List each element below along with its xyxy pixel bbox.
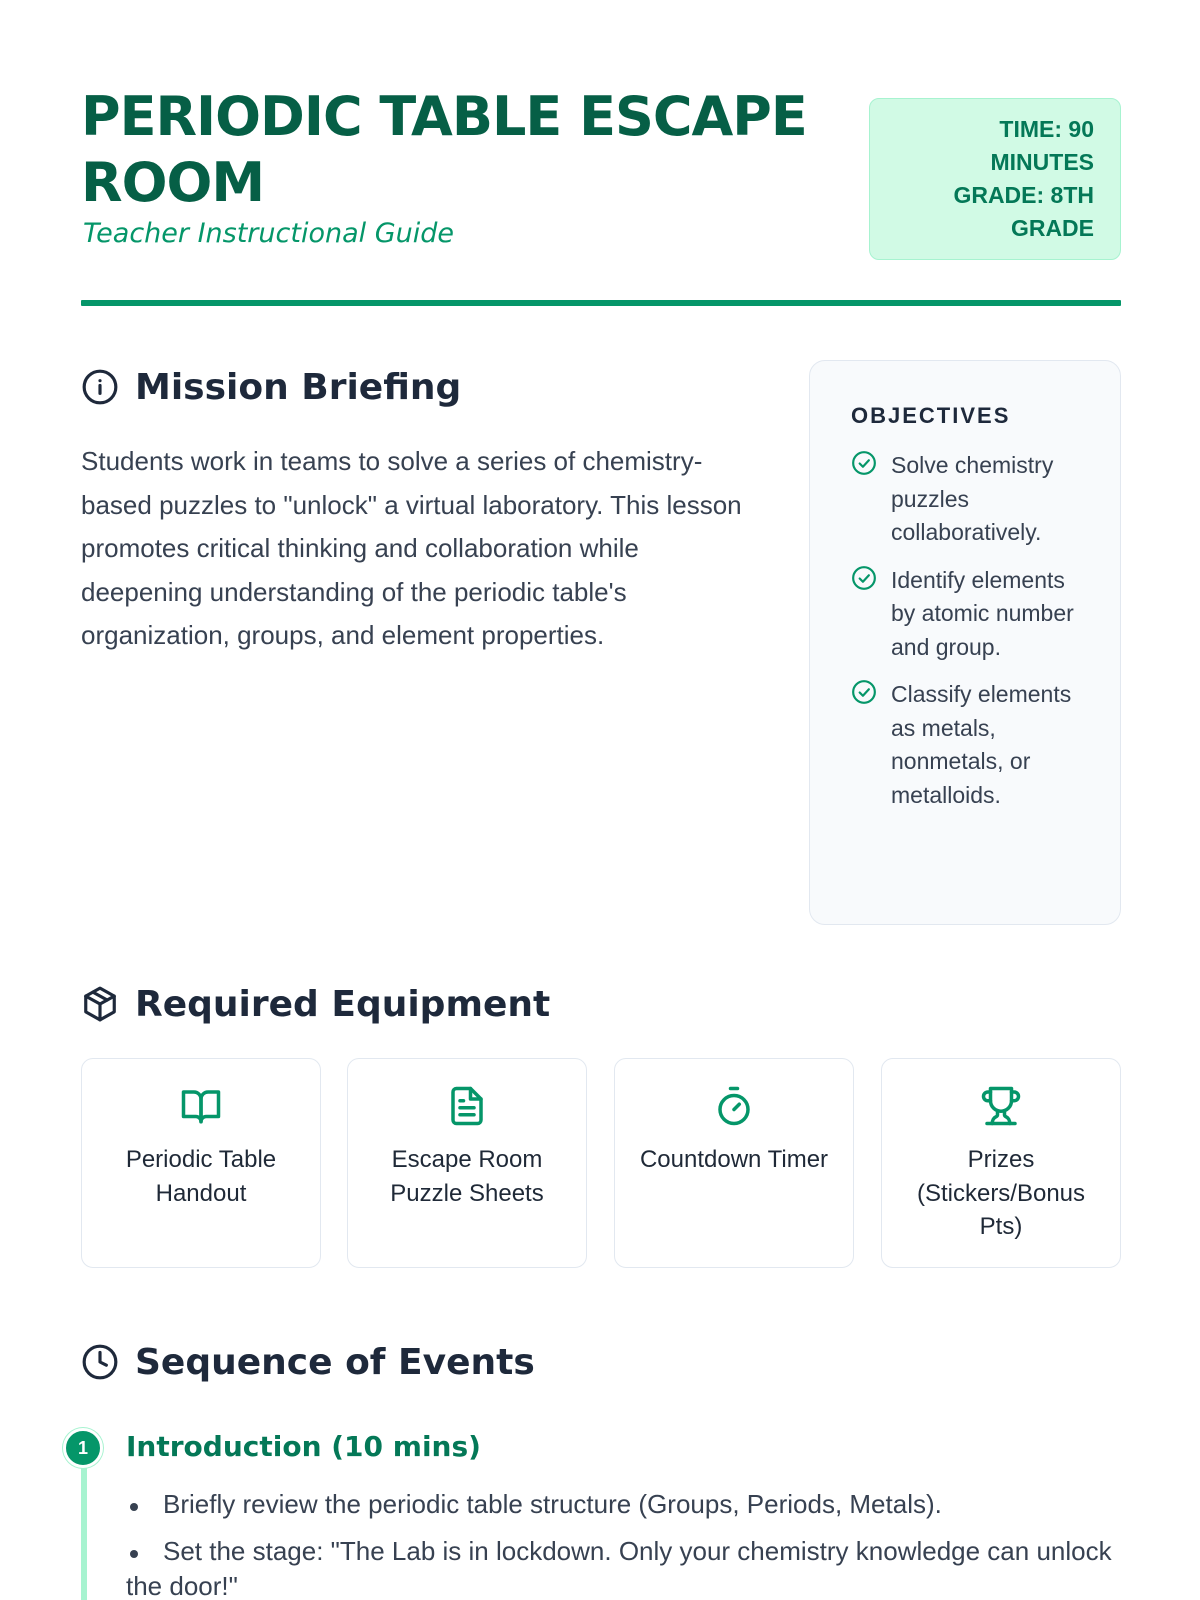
equipment-card: [881, 1058, 1121, 1268]
stopwatch-icon: [713, 1085, 755, 1127]
equipment-label: Countdown Timer: [639, 1146, 829, 1173]
sequence-heading: [81, 1340, 535, 1384]
timeline-line: [81, 1448, 87, 1600]
objective-item: [851, 678, 1100, 812]
book-icon: [180, 1085, 222, 1127]
objective-item: [851, 449, 1100, 550]
box-icon: [81, 985, 119, 1023]
check-circle-icon: [851, 565, 877, 591]
section-title: Required Equipment: [135, 983, 551, 1025]
step-number-badge: 1: [63, 1428, 103, 1468]
document-icon: [446, 1085, 488, 1127]
meta-line: GRADE: 8TH: [953, 182, 1094, 208]
equipment-label: Escape Room Puzzle Sheets: [390, 1146, 544, 1207]
meta-line: TIME: 90: [999, 116, 1094, 142]
clock-icon: [81, 1343, 119, 1381]
page-subtitle: Teacher Instructional Guide: [83, 218, 454, 249]
section-title: Sequence of Events: [135, 1341, 535, 1383]
info-icon: [81, 368, 119, 406]
check-circle-icon: [851, 450, 877, 476]
trophy-icon: [980, 1085, 1022, 1127]
list-item: Briefly review the periodic table structure (Groups, Periods, Metals).: [126, 1487, 1126, 1522]
equipment-card: [81, 1058, 321, 1268]
equipment-heading: [81, 982, 550, 1026]
meta-badge: [869, 98, 1121, 260]
objective-text: Classify elements as metals, nonmetals, or metalloids.: [891, 681, 1072, 808]
equipment-card: [614, 1058, 854, 1268]
header-divider: [81, 300, 1121, 306]
equipment-label: Periodic Table Handout: [125, 1146, 277, 1207]
check-circle-icon: [851, 679, 877, 705]
objective-item: [851, 564, 1100, 665]
mission-heading: [81, 365, 461, 409]
objectives-title: OBJECTIVES: [851, 403, 1011, 428]
list-item: Set the stage: "The Lab is in lockdown. Only your chemistry knowledge can unlock the door!": [126, 1534, 1126, 1600]
equipment-grid: [81, 1058, 1121, 1268]
page-title: PERIODIC TABLE ESCAPE ROOM: [81, 85, 807, 214]
meta-line: MINUTES: [990, 149, 1094, 175]
objectives-card: [809, 360, 1121, 925]
equipment-card: [347, 1058, 587, 1268]
meta-line: GRADE: [1010, 215, 1094, 241]
equipment-label: Prizes (Stickers/Bonus Pts): [916, 1146, 1086, 1240]
header: [81, 80, 1121, 305]
objective-text: Solve chemistry puzzles collaboratively.: [891, 452, 1054, 545]
mission-text: Students work in teams to solve a series of chemistry-based puzzles to "unlock" a virtual laboratory. This lesson promotes critical thinking and collaboration while deepening understanding of the periodic table's organization, groups, and element properties.: [81, 446, 742, 650]
objective-text: Identify elements by atomic number and group.: [891, 566, 1074, 660]
section-title: Mission Briefing: [135, 366, 462, 408]
step-title: Introduction (10 mins): [126, 1430, 481, 1463]
step-bullets: [126, 1487, 1126, 1600]
lesson-guide: [77, 0, 1121, 1600]
